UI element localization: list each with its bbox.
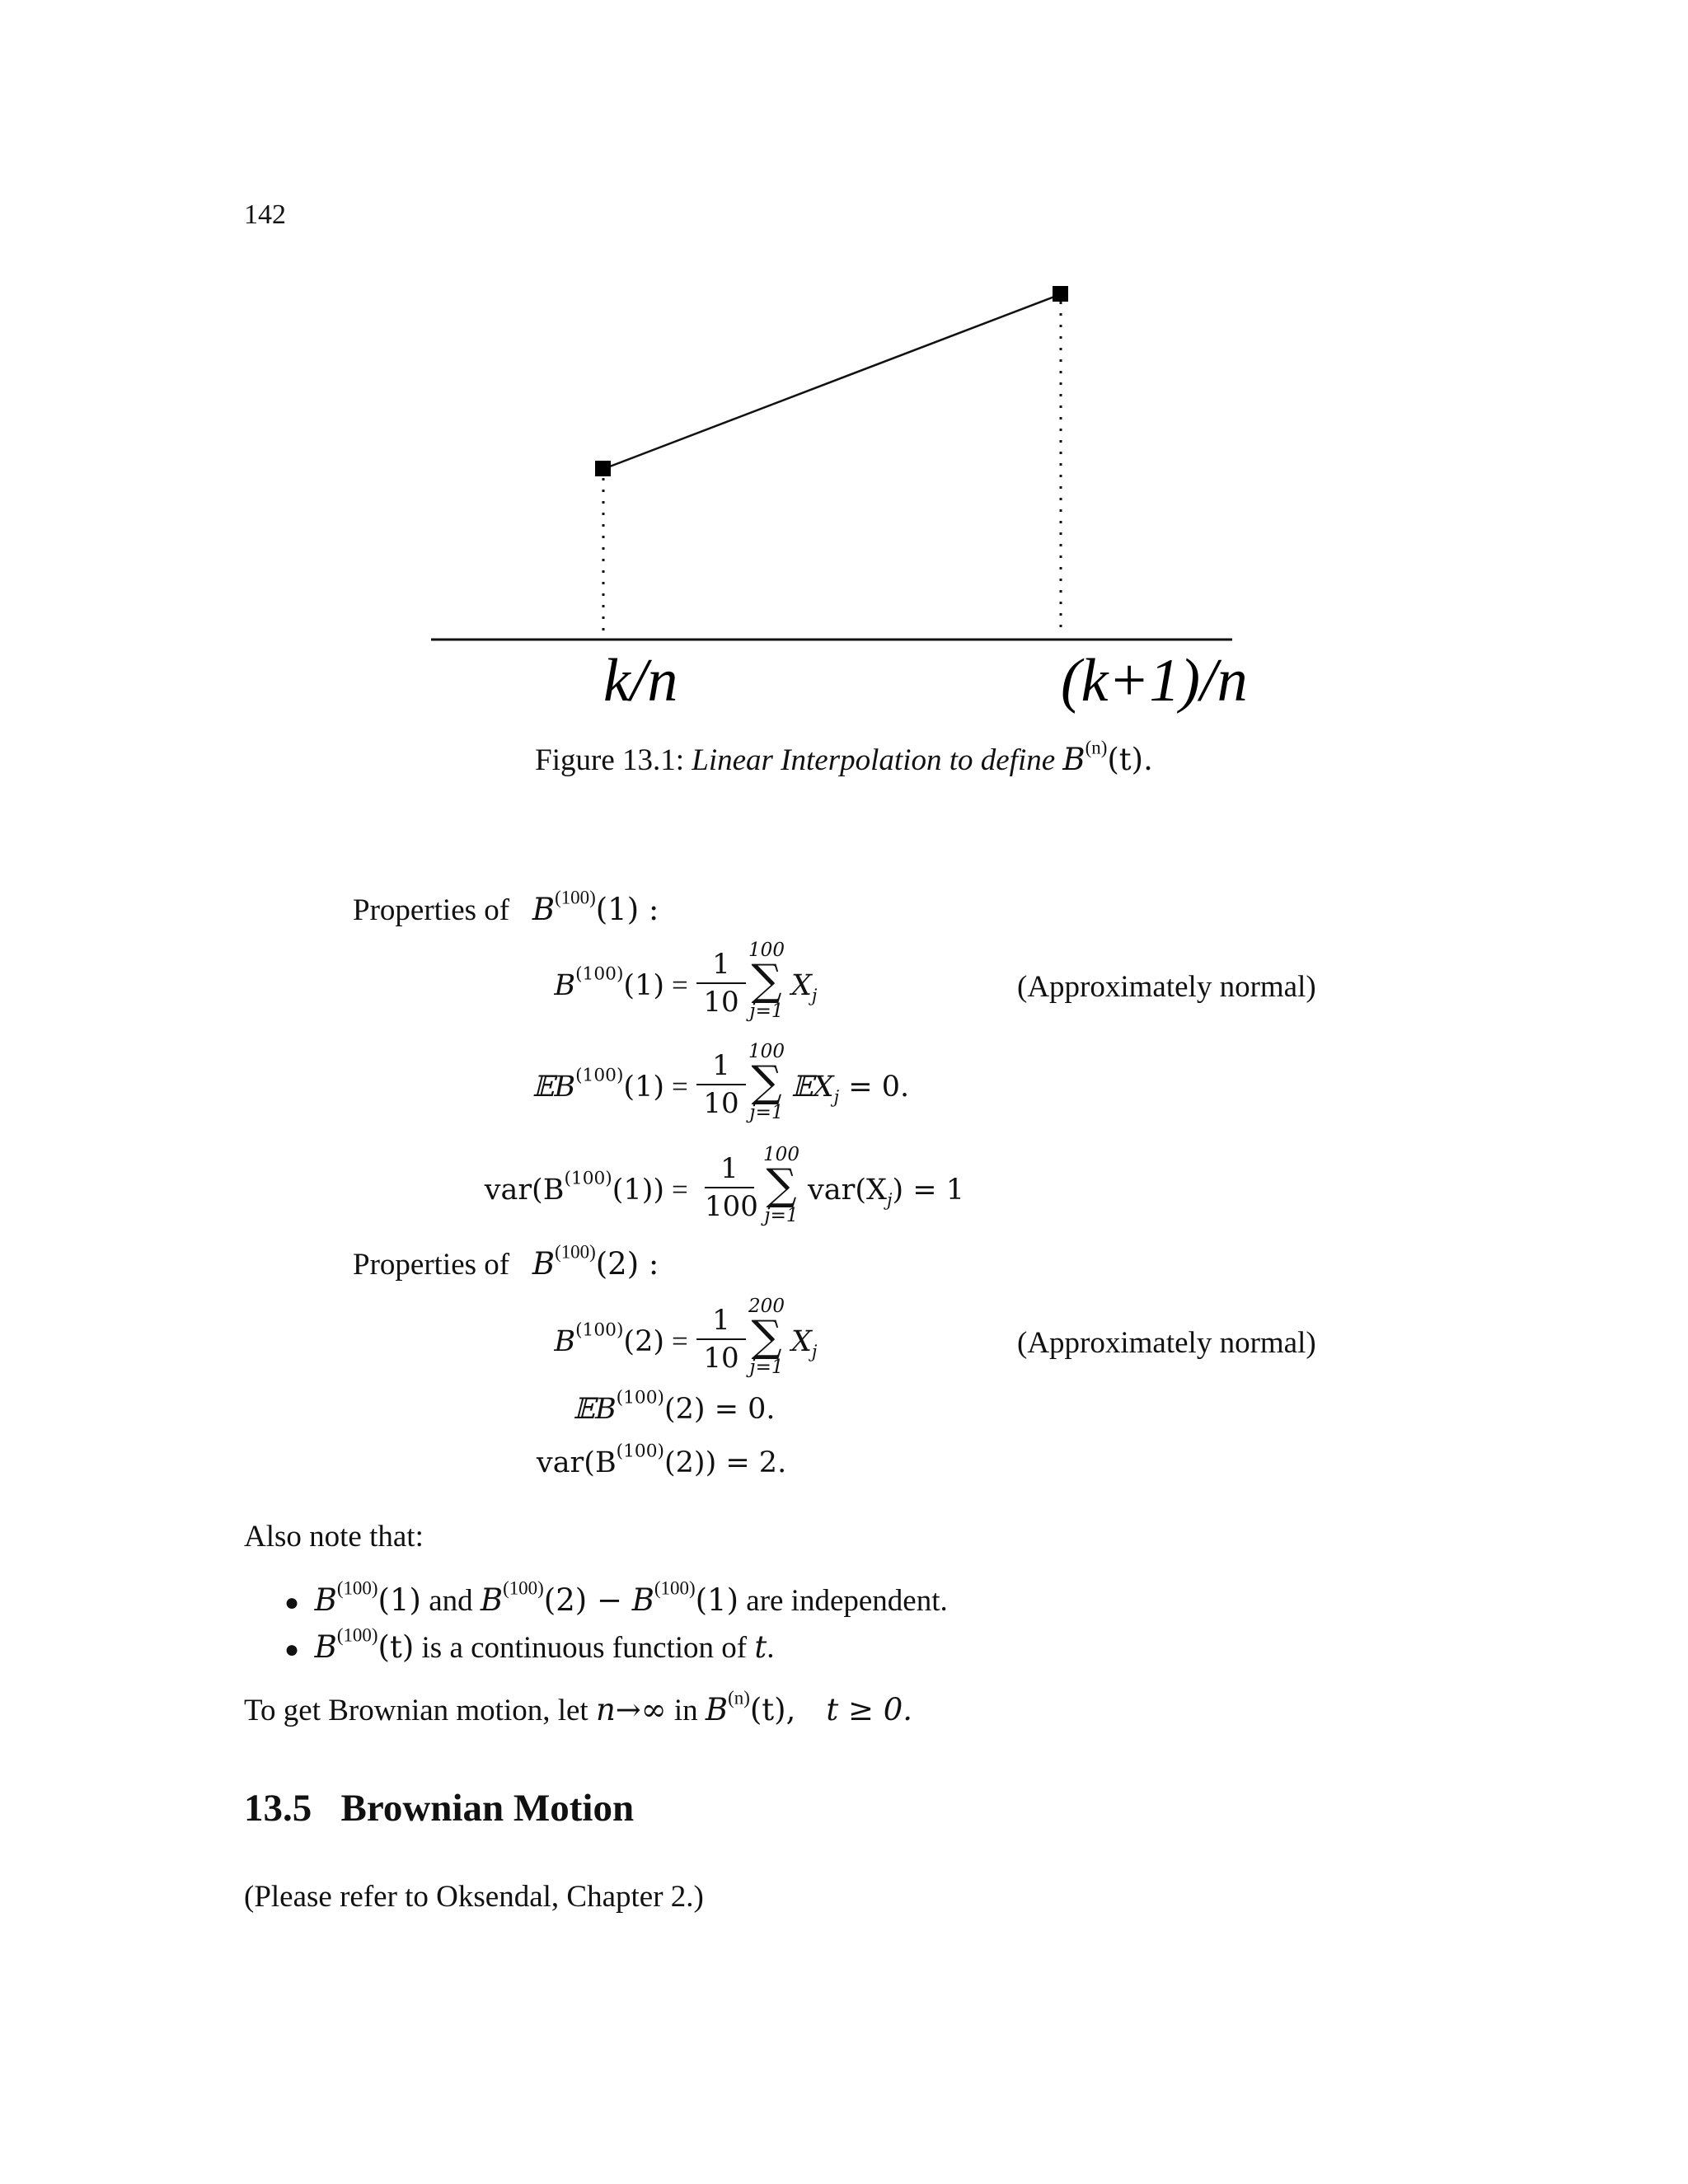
bullet-independence: ● $B^{(100)}(1)$ and $B^{(100)}(2) - B^{(100)}(1)$ are independent. (284, 1577, 948, 1618)
interpolation-segment (603, 294, 1061, 469)
approx-normal-note-1: (Approximately normal) (1017, 970, 1316, 1004)
x-label-left: k/n (603, 647, 678, 715)
point-right-marker (1053, 286, 1068, 302)
equation-b2-expectation: 𝔼B$^{(100)}$ (2) = 0. (573, 1387, 776, 1426)
properties-heading-1: Properties of $B^{(100)}(1)$ : (353, 887, 659, 927)
bullet-continuity: ● $B^{(100)}(t)$ is a continuous function of t. (284, 1624, 775, 1665)
brownian-limit-line: To get Brownian motion, let n→∞ in $B^{(n)}(t)$, t ≥ 0. (244, 1687, 913, 1727)
point-left-marker (595, 461, 611, 476)
section-title: Brownian Motion (340, 1787, 635, 1830)
equation-b1-sum: $B^{(100)}(1)$ = $\frac{1}{10}$ 100 ∑ j=1 $X_j$ (Approximately normal) (554, 940, 1316, 1022)
figure-caption: Figure 13.1: Linear Interpolation to define $B^{(n)}(t)$. (535, 737, 1153, 777)
approx-normal-note-2: (Approximately normal) (1017, 1326, 1316, 1360)
equation-b1-variance: $var(B^{(100)}(1))$ = $\frac{1}{100}$ 100 ∑ j=1 $var(X_j) = 1$ (484, 1144, 964, 1226)
page-number: 142 (244, 199, 286, 230)
x-label-right: (k+1)/n (1061, 647, 1248, 715)
interpolation-figure (0, 0, 1688, 824)
section-number: 13.5 (244, 1787, 312, 1830)
reference-note: (Please refer to Oksendal, Chapter 2.) (244, 1880, 704, 1914)
section-heading (244, 1786, 634, 1830)
also-note-text: Also note that: (244, 1520, 424, 1554)
equation-b2-sum: $B^{(100)}(2)$ = $\frac{1}{10}$ 200 ∑ j=1 $X_j$ (Approximately normal) (554, 1296, 1316, 1378)
equation-b1-expectation: 𝔼B$^{(100)}$(1) = $\frac{1}{10}$ 100 ∑ j=1 𝔼X$_j$ = 0. (532, 1041, 910, 1123)
properties-heading-2: Properties of $B^{(100)}(2)$ : (353, 1241, 659, 1282)
equation-b2-variance: $var(B^{(100)}$ (2)) = 2. (536, 1441, 787, 1479)
